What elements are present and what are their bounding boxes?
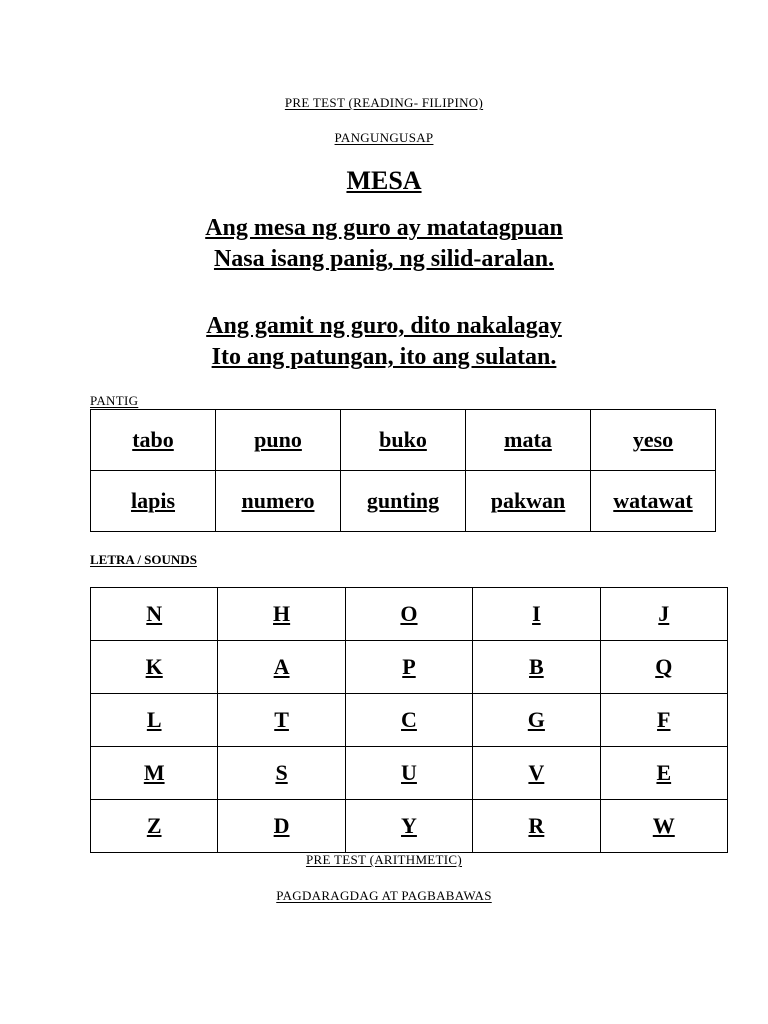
letter-cell: D xyxy=(218,800,345,853)
letter-cell: Z xyxy=(91,800,218,853)
poem-title: MESA xyxy=(346,166,422,195)
section-heading-pangungusap: PANGUNGUSAP xyxy=(334,130,434,145)
letter-cell: C xyxy=(345,694,472,747)
letter-cell: U xyxy=(345,747,472,800)
letter-cell: R xyxy=(473,800,600,853)
letter-cell: Y xyxy=(345,800,472,853)
letter-cell: J xyxy=(600,588,727,641)
letter-cell: A xyxy=(218,641,345,694)
letter-cell: G xyxy=(473,694,600,747)
letra-sounds-label: LETRA / SOUNDS xyxy=(90,552,197,567)
poem-line: Ang mesa ng guro ay matatagpuan xyxy=(205,215,563,241)
letter-cell: H xyxy=(218,588,345,641)
syllable-cell: lapis xyxy=(91,471,216,532)
section-heading-pagdaragdag: PAGDARAGDAG AT PAGBABAWAS xyxy=(276,888,492,903)
table-row xyxy=(91,641,728,694)
poem-line: Ito ang patungan, ito ang sulatan. xyxy=(211,344,557,370)
syllable-cell: pakwan xyxy=(466,471,591,532)
table-row xyxy=(91,747,728,800)
arithmetic-test-title: PRE TEST (ARITHMETIC) xyxy=(305,852,463,867)
letter-cell: V xyxy=(473,747,600,800)
letter-cell: W xyxy=(600,800,727,853)
letter-cell: F xyxy=(600,694,727,747)
letter-cell: P xyxy=(345,641,472,694)
letter-cell: L xyxy=(91,694,218,747)
letter-cell: O xyxy=(345,588,472,641)
syllable-cell: watawat xyxy=(591,471,716,532)
poem-stanza-1 xyxy=(0,213,768,275)
syllable-cell: yeso xyxy=(591,410,716,471)
reading-test-title: PRE TEST (READING- FILIPINO) xyxy=(284,95,484,110)
syllable-cell: numero xyxy=(216,471,341,532)
syllable-cell: mata xyxy=(466,410,591,471)
letter-cell: B xyxy=(473,641,600,694)
letter-cell: K xyxy=(91,641,218,694)
letter-cell: M xyxy=(91,747,218,800)
syllable-cell: gunting xyxy=(341,471,466,532)
syllable-cell: tabo xyxy=(91,410,216,471)
syllable-cell: puno xyxy=(216,410,341,471)
letter-table xyxy=(90,587,728,853)
letter-cell: S xyxy=(218,747,345,800)
table-row xyxy=(91,471,716,532)
poem-line: Nasa isang panig, ng silid-aralan. xyxy=(213,246,555,272)
table-row xyxy=(91,694,728,747)
syllable-table xyxy=(90,409,716,532)
letter-cell: Q xyxy=(600,641,727,694)
letter-cell: N xyxy=(91,588,218,641)
table-row xyxy=(91,410,716,471)
pantig-label: PANTIG xyxy=(90,393,139,408)
letter-cell: T xyxy=(218,694,345,747)
table-row xyxy=(91,800,728,853)
letter-cell: E xyxy=(600,747,727,800)
syllable-cell: buko xyxy=(341,410,466,471)
poem-stanza-2 xyxy=(0,311,768,373)
table-row xyxy=(91,588,728,641)
letter-cell: I xyxy=(473,588,600,641)
poem-line: Ang gamit ng guro, dito nakalagay xyxy=(206,313,562,339)
